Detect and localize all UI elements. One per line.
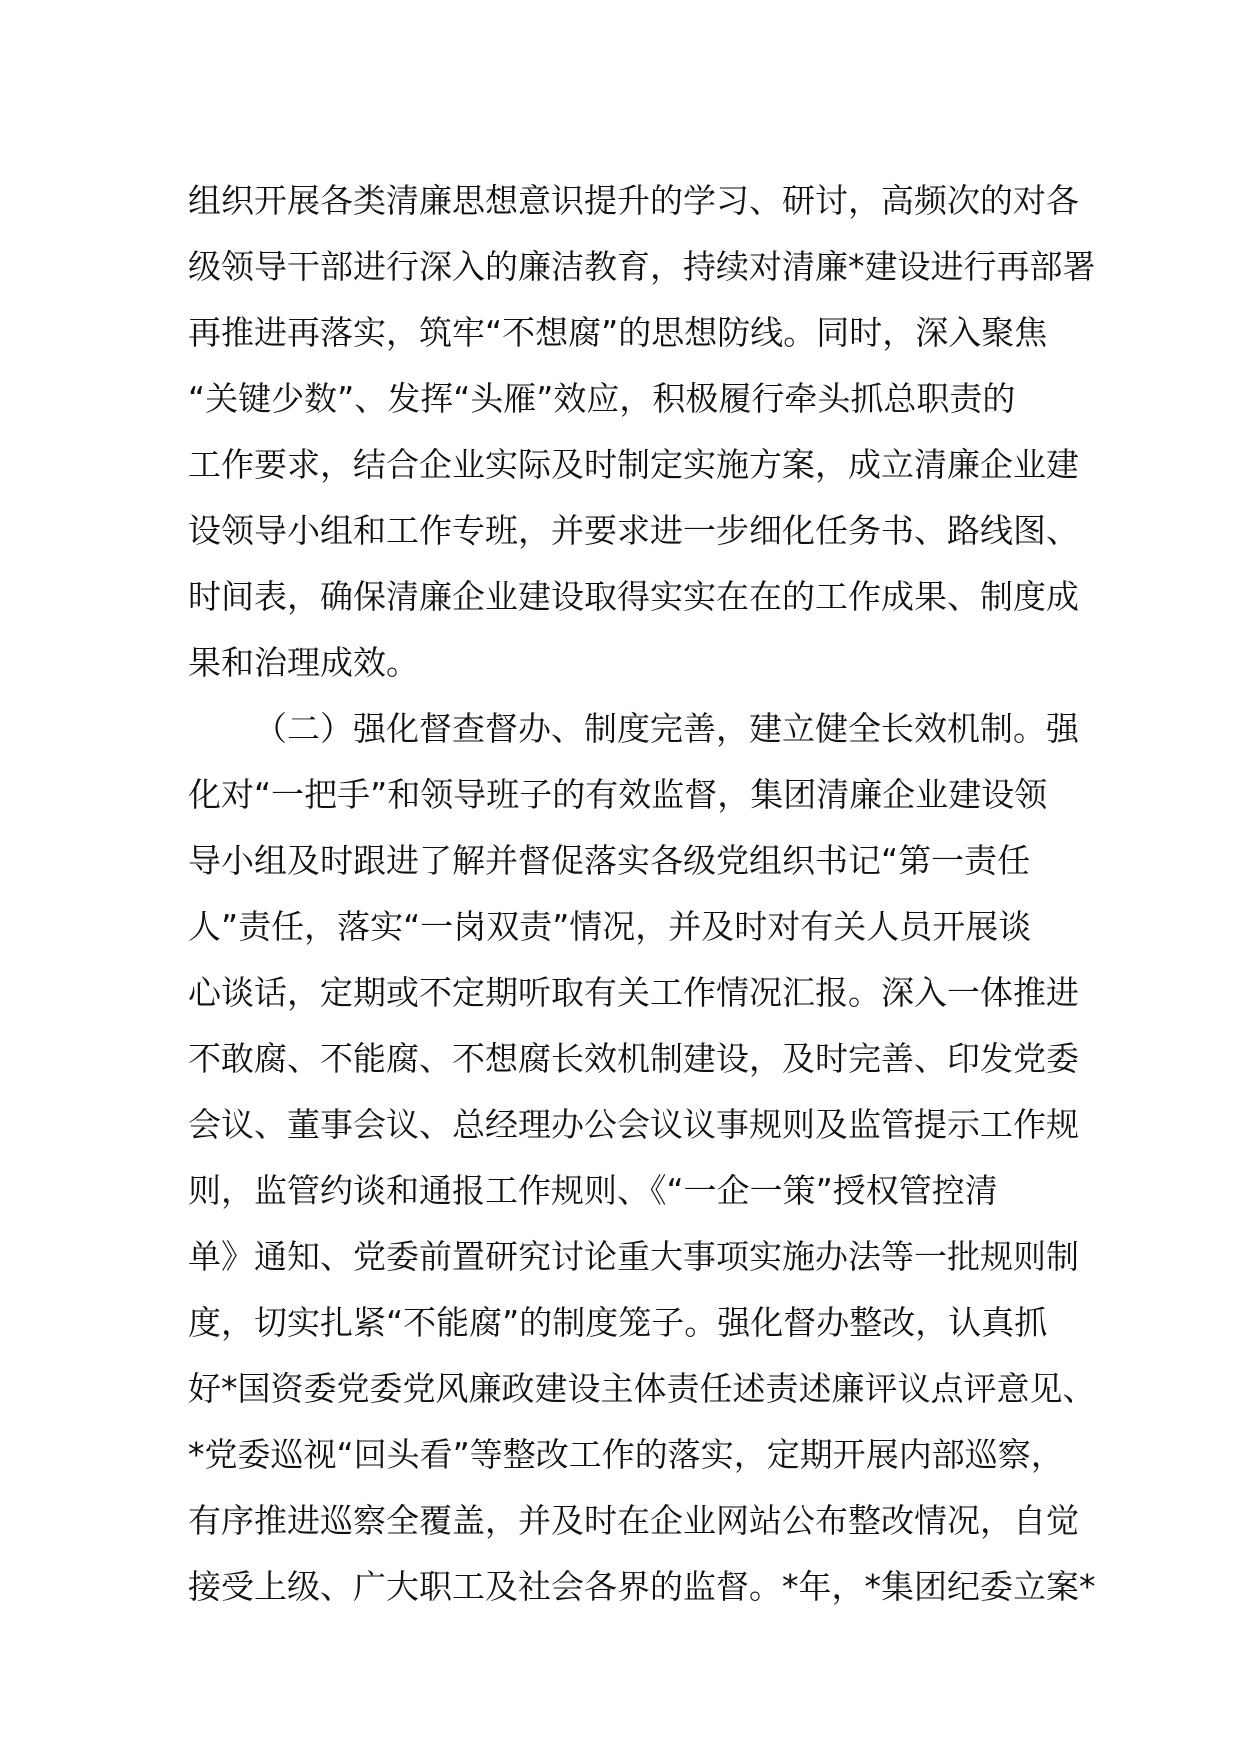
text-line: 化对“一把手”和领导班子的有效监督，集团清廉企业建设领 bbox=[188, 775, 1048, 814]
body-text bbox=[188, 168, 1096, 1620]
text-line: 会议、董事会议、总经理办公会议议事规则及监管提示工作规 bbox=[188, 1105, 1079, 1144]
text-line: 设领导小组和工作专班，并要求进一步细化任务书、路线图、 bbox=[188, 511, 1079, 550]
text-line: *党委巡视“回头看”等整改工作的落实，定期开展内部巡察， bbox=[188, 1435, 1064, 1474]
text-line: 单》通知、党委前置研究讨论重大事项实施办法等一批规则制 bbox=[188, 1237, 1079, 1276]
text-line: 则，监管约谈和通报工作规则、《“一企一策”授权管控清 bbox=[188, 1171, 998, 1210]
text-line: 心谈话，定期或不定期听取有关工作情况汇报。深入一体推进 bbox=[188, 973, 1079, 1012]
paragraph-first-line: （二）强化督查督办、制度完善，建立健全长效机制。强 bbox=[254, 709, 1079, 748]
text-line: 再推进再落实，筑牢“不想腐”的思想防线。同时，深入聚焦 bbox=[188, 313, 1048, 352]
text-line: 组织开展各类清廉思想意识提升的学习、研讨，高频次的对各 bbox=[188, 181, 1079, 220]
text-line: 不敢腐、不能腐、不想腐长效机制建设，及时完善、印发党委 bbox=[188, 1039, 1079, 1078]
text-line: 果和治理成效。 bbox=[188, 643, 419, 682]
text-line: 有序推进巡察全覆盖，并及时在企业网站公布整改情况，自觉 bbox=[188, 1501, 1079, 1540]
text-line: 度，切实扎紧“不能腐”的制度笼子。强化督办整改，认真抓 bbox=[188, 1303, 1048, 1342]
text-line: 好*国资委党委党风廉政建设主体责任述责述廉评议点评意见、 bbox=[188, 1369, 1096, 1408]
text-line: 人”责任，落实“一岗双责”情况，并及时对有关人员开展谈 bbox=[188, 907, 1032, 946]
text-line: 接受上级、广大职工及社会各界的监督。*年，*集团纪委立案* bbox=[188, 1567, 1096, 1606]
text-line: 时间表，确保清廉企业建设取得实实在在的工作成果、制度成 bbox=[188, 577, 1079, 616]
text-line: 导小组及时跟进了解并督促落实各级党组织书记“第一责任 bbox=[188, 841, 1031, 880]
text-line: “关键少数”、发挥“头雁”效应，积极履行牵头抓总职责的 bbox=[188, 379, 1016, 418]
text-line: 工作要求，结合企业实际及时制定实施方案，成立清廉企业建 bbox=[188, 445, 1079, 484]
text-line: 级领导干部进行深入的廉洁教育，持续对清廉*建设进行再部署 bbox=[188, 247, 1096, 286]
